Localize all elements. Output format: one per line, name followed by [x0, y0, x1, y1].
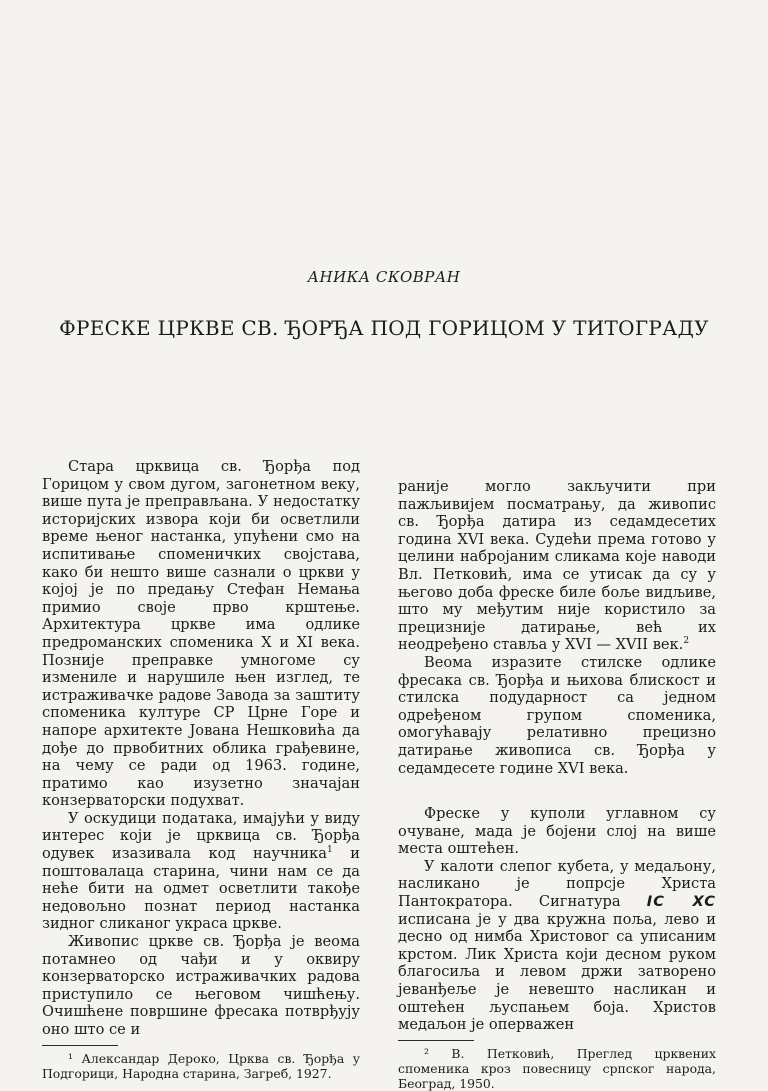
paragraph: Стара црквица св. Ђорђа под Горицом у свом дугом, загонетном веку, више пута је преправљана. У недостатку историјских извора који би осветлили време њеног настанка, упућени смо на испитивање споменичких својстава, како би нешто више сазнали о цркви у којој је по предању Стефан Немања примио своје прво крштење. Архитектура цркве има одлике предроманских споменика X и XI века. Позније преправке умногоме су измениле и нарушиле њен изглед, те истраживачке радове Завода за заштиту споменика културе СР Црне Горе и напоре архитекте Јована Нешковића да дође до првобитних облика грађевине, на чему се ради од 1963. године, пратимо као изузетно значајан конзерваторски подухват.	[42, 458, 360, 810]
paragraph: Живопис цркве св. Ђорђа је веома потамнео од чађи и у оквиру конзерваторско истраживачких радова приступило се његовом чишћењу. Очишћене површине фресака потврђују оно што се и	[42, 933, 360, 1038]
section-gap	[398, 777, 716, 805]
footnote: ² В. Петковић, Преглед црквених споменика кроз повесницу српског народа, Београд, 1950.	[398, 1045, 716, 1091]
footnote-divider	[398, 1040, 474, 1041]
footnote-ref: 2	[683, 636, 690, 647]
christ-signature: IC XC	[646, 893, 716, 911]
paragraph: У оскудици података, имајући у виду интерес који је црквица св. Ђорђа одувек изазивала код научника$^1$ и поштовалаца старина, чини нам се да неће бити на одмет осветлити такође недовољно познат период настанка зидног сликаног украса цркве.	[42, 809, 360, 933]
footnote: ¹ Александар Дероко, Црква св. Ђорђа у Подгорици, Народна старина, Загреб, 1927.	[42, 1050, 360, 1081]
paragraph: Фреске у куполи углавном су очуване, мада је бојени слој на више места оштећен.	[398, 805, 716, 858]
author-name: АНИКА СКОВРАН	[307, 268, 461, 286]
left-column	[42, 458, 360, 1081]
footnote-divider	[42, 1045, 118, 1046]
paragraph: Веома изразите стилске одлике фресака св. Ђорђа и њихова блискост и стилска подударност са једном одређеном групом споменика, омогућавају релативно прецизно датирање живописа св. Ђорђа у седамдесете године XVI века.	[398, 653, 716, 777]
paragraph: раније могло закључити при пажљивијем посматрању, да живопис св. Ђорђа датира из седамдесетих година XVI века. Судећи према готово у целини набројаним сликама које наводи Вл. Петковић, има се утисак да су у његово доба фреске биле боље видљиве, што му међутим није користило за прецизније датирање, већ их неодређено ставља у XVI — XVII век.$^2$	[398, 478, 716, 654]
footnote-ref: 1	[326, 845, 333, 856]
article-title: ФРЕСКЕ ЦРКВЕ СВ. ЂОРЂА ПОД ГОРИЦОМ У ТИТОГРАДУ	[59, 316, 709, 340]
right-column	[398, 478, 716, 1091]
paragraph: У калоти слепог кубета, у медаљону, насликано је попрсје Христа Пантократора. Сигнатура IC XC исписана је у два кружна поља, лево и десно од нимба Христовог са уписаним крстом. Лик Христа који десном руком благосиља и левом држи затворено јеванђеље је невешто насликан и оштећен љуспањем боја. Христов медаљон је оперважен	[398, 857, 716, 1034]
